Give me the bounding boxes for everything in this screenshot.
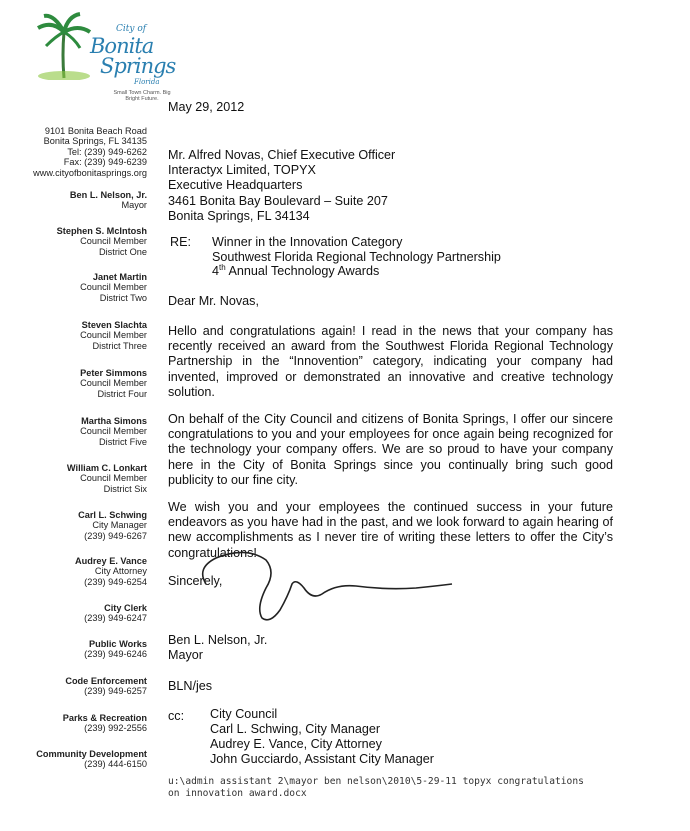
logo-florida: Florida — [134, 78, 160, 86]
signer-name: Ben L. Nelson, Jr. — [168, 633, 268, 647]
official-district: District Six — [103, 483, 147, 494]
signature — [196, 548, 456, 628]
recipient-line: Executive Headquarters — [168, 178, 303, 193]
official-name: Carl L. Schwing — [78, 510, 147, 520]
logo-springs: Springs — [100, 54, 176, 78]
city-address — [0, 126, 147, 178]
official-name: William C. Lonkart — [66, 463, 147, 473]
official-name: Martha Simons — [81, 416, 147, 426]
official-role: Council Member — [80, 378, 147, 389]
cc-item: Audrey E. Vance, City Attorney — [210, 737, 382, 751]
re-line — [212, 264, 501, 279]
department-name: Public Works — [88, 639, 147, 649]
re-ordinal: 4 — [212, 264, 220, 279]
department-phone: (239) 949-6257 — [84, 686, 147, 697]
official-district: District Four — [97, 388, 147, 399]
official-phone: (239) 949-6267 — [84, 530, 147, 541]
official-entry — [0, 510, 147, 541]
department-entry — [0, 713, 147, 734]
signer-title: Mayor — [168, 648, 203, 662]
recipient-line: Interactyx Limited, TOPYX — [168, 163, 316, 178]
paragraph: Hello and congratulations again! I read in the news that your company has recently received an award from the Southwest Florida Regional Technology Partnership in the “Innovention” category, indicating your company had invented, improved or demonstrated an innovative and creative technology solution. — [168, 324, 613, 399]
file-path-footer: u:\admin assistant 2\mayor ben nelson\2010\5-29-11 topyx congratulations on innovation award.docx — [168, 776, 584, 799]
official-name: Janet Martin — [92, 272, 147, 282]
paragraph: On behalf of the City Council and citizens of Bonita Springs, I offer our sincere congratulations to you and your employees for once again being recognized for the technology your company offers. We are so proud to have your company here in the City of Bonita Springs since you continually bring such good publicity to our fine city. — [168, 412, 613, 487]
recipient-address — [168, 148, 395, 224]
cc-item: John Gucciardo, Assistant City Manager — [210, 752, 434, 766]
department-name: Parks & Recreation — [62, 713, 147, 723]
official-role: Council Member — [80, 473, 147, 484]
cc-label: cc: — [168, 709, 185, 723]
official-entry — [0, 320, 147, 351]
palm-tree-icon — [34, 10, 94, 80]
department-name: Code Enforcement — [65, 676, 147, 686]
salutation: Dear Mr. Novas, — [168, 294, 259, 308]
department-phone: (239) 444-6150 — [84, 759, 147, 770]
official-entry — [0, 272, 147, 303]
official-district: District One — [99, 246, 147, 257]
department-entry — [0, 749, 147, 770]
official-entry — [0, 416, 147, 447]
department-phone: (239) 949-6246 — [84, 649, 147, 660]
official-role: City Manager — [92, 520, 147, 531]
re-line-rest: Annual Technology Awards — [225, 264, 380, 279]
official-entry — [0, 556, 147, 587]
official-name: Audrey E. Vance — [74, 556, 147, 566]
recipient-line: 3461 Bonita Bay Boulevard – Suite 207 — [168, 193, 388, 208]
official-name: Stephen S. McIntosh — [56, 226, 147, 236]
city-logo — [34, 10, 176, 106]
phone-line: Tel: (239) 949-6262 — [67, 146, 147, 157]
closing: Sincerely, — [168, 574, 223, 588]
department-name: Community Development — [36, 749, 147, 759]
official-role: Council Member — [80, 426, 147, 437]
address-line: 9101 Bonita Beach Road — [44, 126, 147, 136]
recipient-line: Bonita Springs, FL 34134 — [168, 208, 310, 223]
re-line: Southwest Florida Regional Technology Partnership — [212, 249, 501, 264]
re-line: Winner in the Innovation Category — [212, 235, 403, 249]
official-role: Council Member — [80, 236, 147, 247]
department-entry — [0, 639, 147, 660]
cc-item: Carl L. Schwing, City Manager — [210, 722, 381, 736]
re-label: RE: — [170, 235, 191, 249]
logo-bonita: Bonita — [90, 34, 154, 58]
department-phone: (239) 992-2556 — [84, 723, 147, 734]
cc-list — [210, 707, 434, 767]
logo-tagline: Small Town Charm. Big Bright Future. — [113, 90, 171, 102]
official-role: Council Member — [80, 330, 147, 341]
official-role: Mayor — [121, 200, 147, 211]
official-entry — [0, 226, 147, 257]
website-line: www.cityofbonitasprings.org — [33, 167, 147, 178]
official-name: Steven Slachta — [81, 320, 147, 330]
official-district: District Two — [99, 292, 147, 303]
official-name: Peter Simmons — [80, 368, 147, 378]
official-phone: (239) 949-6254 — [84, 576, 147, 587]
department-name: City Clerk — [104, 603, 147, 613]
official-district: District Three — [92, 340, 147, 351]
official-name: Ben L. Nelson, Jr. — [69, 190, 147, 200]
official-district: District Five — [99, 436, 147, 447]
fax-line: Fax: (239) 949-6239 — [63, 157, 147, 168]
official-entry — [0, 463, 147, 494]
official-entry — [0, 190, 147, 211]
department-entry — [0, 603, 147, 624]
re-ordinal-suffix: th — [219, 263, 226, 272]
paragraph: We wish you and your employees the continued success in your future endeavors as you have had in the past, and we look forward to again hearing of new accomplishments as I never tire of writing these letters to offer the City’s congratulations! — [168, 500, 613, 560]
address-line: Bonita Springs, FL 34135 — [43, 136, 147, 147]
official-role: City Attorney — [94, 566, 147, 577]
department-entry — [0, 676, 147, 697]
re-subject — [212, 235, 501, 279]
recipient-line: Mr. Alfred Novas, Chief Executive Officer — [168, 148, 396, 162]
department-phone: (239) 949-6247 — [84, 613, 147, 624]
initials: BLN/jes — [168, 679, 213, 693]
cc-item: City Council — [210, 707, 278, 721]
official-entry — [0, 368, 147, 399]
official-role: Council Member — [80, 282, 147, 293]
letter-date: May 29, 2012 — [168, 100, 245, 114]
logo-city-of: City of — [116, 24, 147, 34]
